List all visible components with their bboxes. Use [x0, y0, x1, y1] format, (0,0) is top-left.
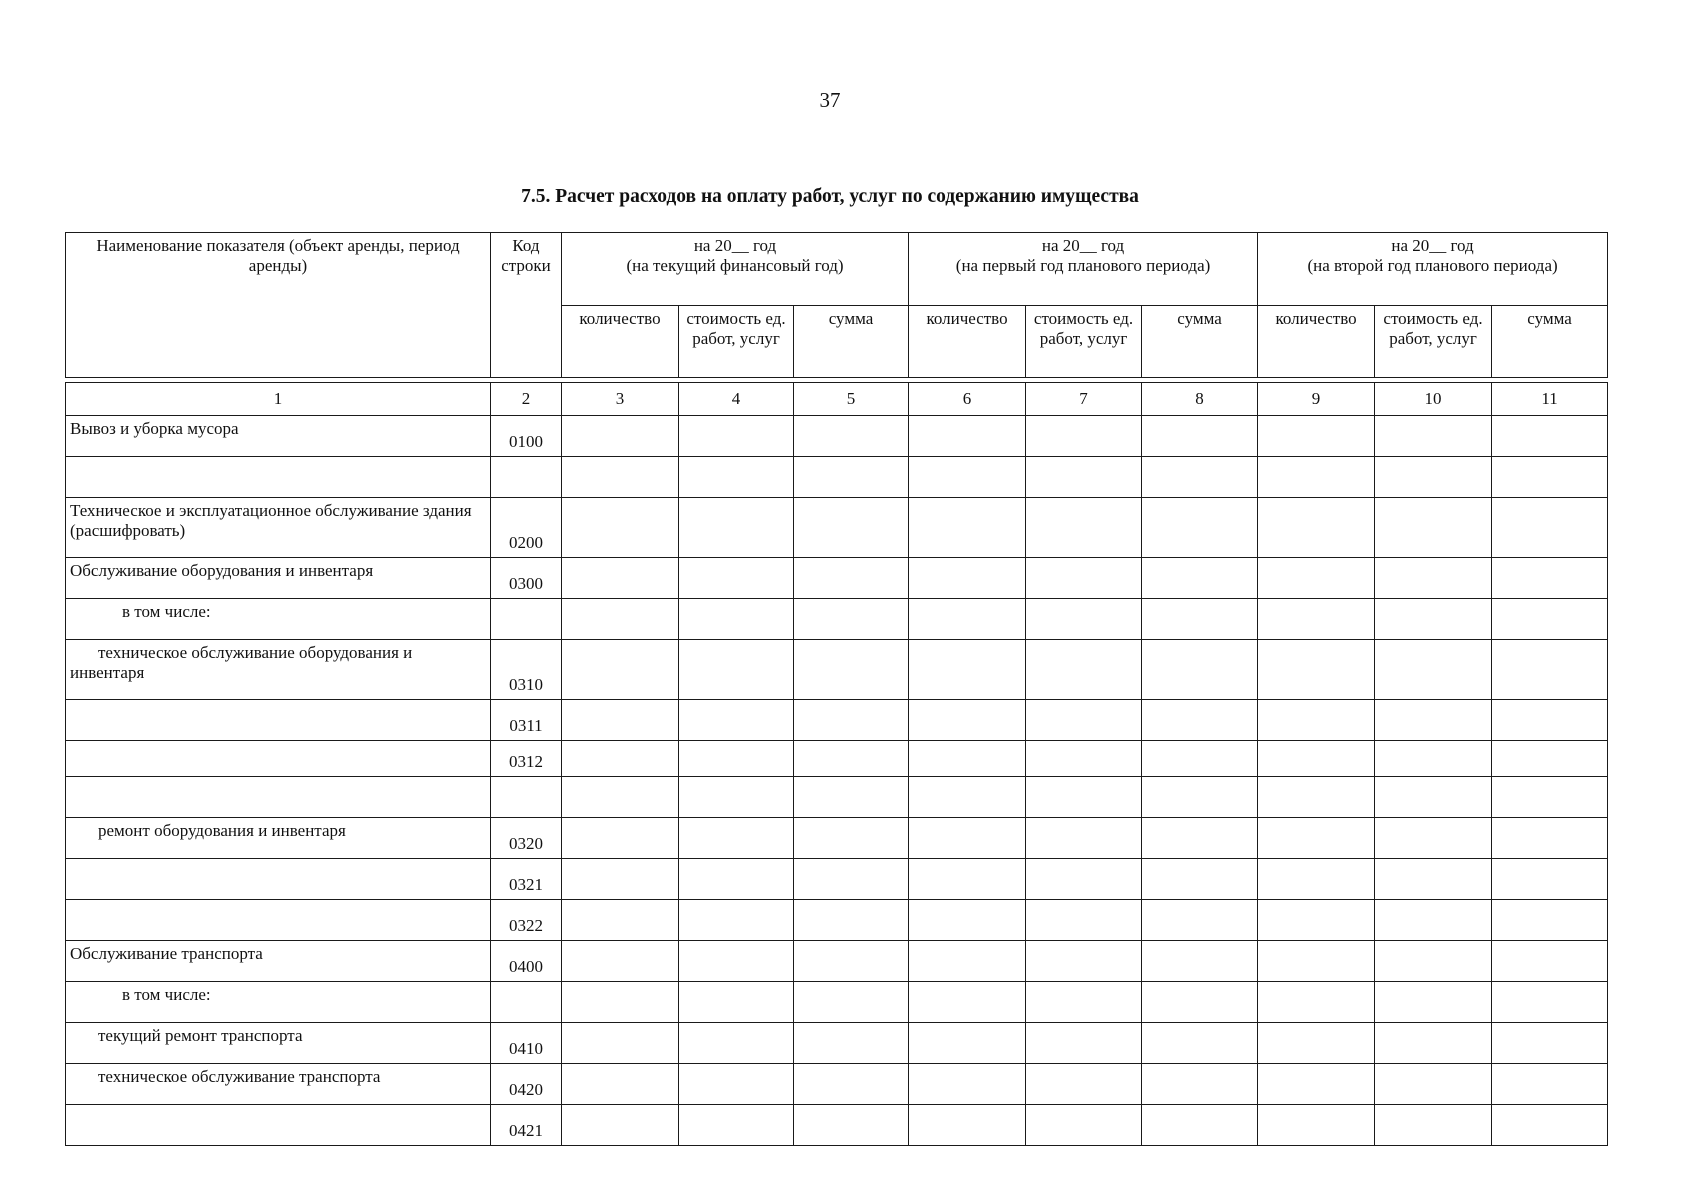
value-cell	[794, 416, 909, 457]
value-cell	[1375, 700, 1492, 741]
value-cell	[794, 640, 909, 700]
value-cell	[1142, 457, 1258, 498]
value-cell	[909, 1064, 1026, 1105]
value-cell	[909, 416, 1026, 457]
value-cell	[1258, 859, 1375, 900]
value-cell	[1492, 1064, 1608, 1105]
header-sum: сумма	[794, 305, 909, 378]
value-cell	[679, 859, 794, 900]
row-indicator-name: техническое обслуживание транспорта	[66, 1064, 491, 1105]
table-row	[66, 457, 1608, 498]
value-cell	[1142, 859, 1258, 900]
value-cell	[562, 498, 679, 558]
value-cell	[1492, 818, 1608, 859]
value-cell	[1492, 941, 1608, 982]
group-year: на 20__ год	[1391, 236, 1474, 255]
value-cell	[1026, 498, 1142, 558]
value-cell	[1375, 416, 1492, 457]
value-cell	[794, 558, 909, 599]
table-row	[66, 941, 1608, 982]
row-indicator-name	[66, 859, 491, 900]
value-cell	[909, 558, 1026, 599]
page-title: 7.5. Расчет расходов на оплату работ, услуг по содержанию имущества	[521, 186, 1139, 207]
value-cell	[1258, 777, 1375, 818]
table-row	[66, 859, 1608, 900]
value-cell	[562, 599, 679, 640]
table-row	[66, 599, 1608, 640]
value-cell	[562, 1064, 679, 1105]
row-code: 0420	[491, 1064, 562, 1105]
row-code: 0421	[491, 1105, 562, 1146]
value-cell	[1142, 1105, 1258, 1146]
value-cell	[1258, 941, 1375, 982]
table-row	[66, 777, 1608, 818]
value-cell	[1375, 498, 1492, 558]
value-cell	[1142, 941, 1258, 982]
row-indicator-name: в том числе:	[66, 599, 491, 640]
value-cell	[909, 457, 1026, 498]
value-cell	[679, 982, 794, 1023]
value-cell	[1142, 558, 1258, 599]
value-cell	[562, 777, 679, 818]
value-cell	[1026, 900, 1142, 941]
value-cell	[679, 941, 794, 982]
row-indicator-name: ремонт оборудования и инвентаря	[66, 818, 491, 859]
table-body	[66, 416, 1608, 1146]
value-cell	[679, 1105, 794, 1146]
value-cell	[1142, 777, 1258, 818]
row-indicator-name	[66, 741, 491, 777]
value-cell	[1375, 900, 1492, 941]
value-cell	[1258, 457, 1375, 498]
value-cell	[1026, 741, 1142, 777]
value-cell	[1258, 982, 1375, 1023]
header-group-second-plan-year	[1258, 233, 1608, 306]
value-cell	[679, 818, 794, 859]
value-cell	[562, 941, 679, 982]
row-code: 0310	[491, 640, 562, 700]
value-cell	[1258, 1105, 1375, 1146]
value-cell	[794, 859, 909, 900]
row-indicator-name	[66, 457, 491, 498]
value-cell	[1026, 457, 1142, 498]
value-cell	[1026, 1105, 1142, 1146]
value-cell	[1142, 640, 1258, 700]
value-cell	[679, 1064, 794, 1105]
value-cell	[1258, 498, 1375, 558]
value-cell	[1026, 777, 1142, 818]
value-cell	[1258, 599, 1375, 640]
row-code: 0320	[491, 818, 562, 859]
row-code	[491, 777, 562, 818]
row-indicator-name: Обслуживание транспорта	[66, 941, 491, 982]
table-row	[66, 1023, 1608, 1064]
value-cell	[1492, 640, 1608, 700]
value-cell	[1258, 1064, 1375, 1105]
value-cell	[794, 982, 909, 1023]
value-cell	[909, 859, 1026, 900]
value-cell	[909, 982, 1026, 1023]
value-cell	[909, 700, 1026, 741]
value-cell	[1492, 982, 1608, 1023]
value-cell	[1142, 818, 1258, 859]
row-code: 0200	[491, 498, 562, 558]
value-cell	[794, 1023, 909, 1064]
value-cell	[679, 741, 794, 777]
value-cell	[1142, 1064, 1258, 1105]
value-cell	[909, 1105, 1026, 1146]
row-indicator-name: текущий ремонт транспорта	[66, 1023, 491, 1064]
value-cell	[679, 900, 794, 941]
row-code	[491, 599, 562, 640]
value-cell	[1375, 558, 1492, 599]
row-indicator-name: техническое обслуживание оборудования и инвентаря	[66, 640, 491, 700]
value-cell	[794, 900, 909, 941]
value-cell	[679, 1023, 794, 1064]
group-period: (на текущий финансовый год)	[626, 256, 844, 276]
value-cell	[1258, 1023, 1375, 1064]
page-number: 37	[819, 88, 841, 112]
value-cell	[1258, 700, 1375, 741]
header-group-first-plan-year	[909, 233, 1258, 306]
value-cell	[1375, 982, 1492, 1023]
value-cell	[794, 700, 909, 741]
value-cell	[1375, 640, 1492, 700]
value-cell	[1142, 1023, 1258, 1064]
value-cell	[562, 558, 679, 599]
row-code: 0410	[491, 1023, 562, 1064]
column-number: 5	[794, 383, 909, 416]
row-code: 0400	[491, 941, 562, 982]
table-row	[66, 416, 1608, 457]
column-number: 3	[562, 383, 679, 416]
row-indicator-name: в том числе:	[66, 982, 491, 1023]
value-cell	[909, 640, 1026, 700]
value-cell	[1492, 700, 1608, 741]
row-code	[491, 457, 562, 498]
header-sum: сумма	[1142, 305, 1258, 378]
value-cell	[1492, 741, 1608, 777]
value-cell	[679, 416, 794, 457]
value-cell	[679, 457, 794, 498]
header-sum: сумма	[1492, 305, 1608, 378]
column-number: 11	[1492, 383, 1608, 416]
value-cell	[909, 1023, 1026, 1064]
header-quantity: количество	[909, 305, 1026, 378]
value-cell	[562, 859, 679, 900]
value-cell	[794, 457, 909, 498]
header-unit-cost: стоимость ед. работ, услуг	[679, 305, 794, 378]
value-cell	[562, 1105, 679, 1146]
value-cell	[1142, 416, 1258, 457]
group-year: на 20__ год	[1041, 236, 1125, 255]
value-cell	[679, 640, 794, 700]
value-cell	[1375, 1064, 1492, 1105]
value-cell	[1026, 640, 1142, 700]
value-cell	[1258, 558, 1375, 599]
value-cell	[1492, 498, 1608, 558]
value-cell	[1375, 741, 1492, 777]
row-indicator-name: Обслуживание оборудования и инвентаря	[66, 558, 491, 599]
value-cell	[794, 818, 909, 859]
value-cell	[1142, 900, 1258, 941]
value-cell	[1492, 599, 1608, 640]
table-row	[66, 1105, 1608, 1146]
value-cell	[1026, 1064, 1142, 1105]
table-row	[66, 982, 1608, 1023]
table-row	[66, 498, 1608, 558]
value-cell	[1375, 457, 1492, 498]
header-quantity: количество	[562, 305, 679, 378]
value-cell	[1375, 818, 1492, 859]
value-cell	[679, 558, 794, 599]
value-cell	[1375, 777, 1492, 818]
table-row	[66, 1064, 1608, 1105]
value-cell	[1492, 900, 1608, 941]
value-cell	[1026, 859, 1142, 900]
group-year: на 20__ год	[693, 236, 777, 255]
header-name-column: Наименование показателя (объект аренды, период аренды)	[66, 233, 491, 378]
value-cell	[562, 741, 679, 777]
value-cell	[1375, 599, 1492, 640]
row-code: 0322	[491, 900, 562, 941]
value-cell	[794, 741, 909, 777]
value-cell	[1026, 416, 1142, 457]
value-cell	[1026, 941, 1142, 982]
group-period: (на первый год планового периода)	[955, 256, 1211, 276]
value-cell	[794, 599, 909, 640]
value-cell	[909, 941, 1026, 982]
value-cell	[1142, 982, 1258, 1023]
value-cell	[562, 982, 679, 1023]
value-cell	[1026, 1023, 1142, 1064]
value-cell	[1492, 416, 1608, 457]
value-cell	[1492, 1023, 1608, 1064]
header-code-column: Код строки	[491, 233, 562, 378]
value-cell	[1375, 859, 1492, 900]
row-code: 0312	[491, 741, 562, 777]
value-cell	[1142, 599, 1258, 640]
value-cell	[562, 457, 679, 498]
value-cell	[909, 900, 1026, 941]
value-cell	[794, 941, 909, 982]
value-cell	[1492, 1105, 1608, 1146]
value-cell	[562, 900, 679, 941]
value-cell	[794, 498, 909, 558]
column-number: 9	[1258, 383, 1375, 416]
column-number: 6	[909, 383, 1026, 416]
expenses-table	[65, 232, 1608, 1146]
value-cell	[909, 777, 1026, 818]
value-cell	[1492, 457, 1608, 498]
group-period: (на второй год планового периода)	[1307, 256, 1558, 276]
table-row	[66, 640, 1608, 700]
column-number: 4	[679, 383, 794, 416]
value-cell	[1026, 818, 1142, 859]
value-cell	[909, 599, 1026, 640]
column-number: 2	[491, 383, 562, 416]
value-cell	[562, 818, 679, 859]
value-cell	[1258, 741, 1375, 777]
value-cell	[679, 498, 794, 558]
value-cell	[909, 741, 1026, 777]
column-number-row	[66, 383, 1608, 416]
value-cell	[1492, 777, 1608, 818]
row-indicator-name: Вывоз и уборка мусора	[66, 416, 491, 457]
row-indicator-name	[66, 700, 491, 741]
value-cell	[1375, 1023, 1492, 1064]
value-cell	[1026, 558, 1142, 599]
table-row	[66, 900, 1608, 941]
value-cell	[562, 700, 679, 741]
column-number: 10	[1375, 383, 1492, 416]
value-cell	[909, 498, 1026, 558]
column-number: 1	[66, 383, 491, 416]
column-number: 8	[1142, 383, 1258, 416]
value-cell	[679, 777, 794, 818]
value-cell	[1375, 1105, 1492, 1146]
table-row	[66, 818, 1608, 859]
row-indicator-name	[66, 900, 491, 941]
value-cell	[794, 1105, 909, 1146]
value-cell	[562, 640, 679, 700]
row-code: 0321	[491, 859, 562, 900]
header-unit-cost: стоимость ед. работ, услуг	[1026, 305, 1142, 378]
value-cell	[1375, 941, 1492, 982]
row-code: 0100	[491, 416, 562, 457]
row-indicator-name	[66, 777, 491, 818]
row-code: 0300	[491, 558, 562, 599]
value-cell	[794, 1064, 909, 1105]
row-indicator-name	[66, 1105, 491, 1146]
value-cell	[679, 599, 794, 640]
value-cell	[1026, 599, 1142, 640]
value-cell	[794, 777, 909, 818]
value-cell	[679, 700, 794, 741]
value-cell	[1258, 640, 1375, 700]
header-quantity: количество	[1258, 305, 1375, 378]
row-code: 0311	[491, 700, 562, 741]
value-cell	[1492, 859, 1608, 900]
row-code	[491, 982, 562, 1023]
header-group-current-year	[562, 233, 909, 306]
value-cell	[1142, 700, 1258, 741]
value-cell	[1258, 900, 1375, 941]
value-cell	[1492, 558, 1608, 599]
value-cell	[1258, 416, 1375, 457]
value-cell	[1026, 982, 1142, 1023]
value-cell	[562, 416, 679, 457]
value-cell	[1026, 700, 1142, 741]
table-row	[66, 558, 1608, 599]
table-row	[66, 700, 1608, 741]
value-cell	[1142, 741, 1258, 777]
value-cell	[1258, 818, 1375, 859]
row-indicator-name: Техническое и эксплуатационное обслуживание здания (расшифровать)	[66, 498, 491, 558]
value-cell	[1142, 498, 1258, 558]
header-unit-cost: стоимость ед. работ, услуг	[1375, 305, 1492, 378]
value-cell	[562, 1023, 679, 1064]
value-cell	[909, 818, 1026, 859]
column-number: 7	[1026, 383, 1142, 416]
table-row	[66, 741, 1608, 777]
